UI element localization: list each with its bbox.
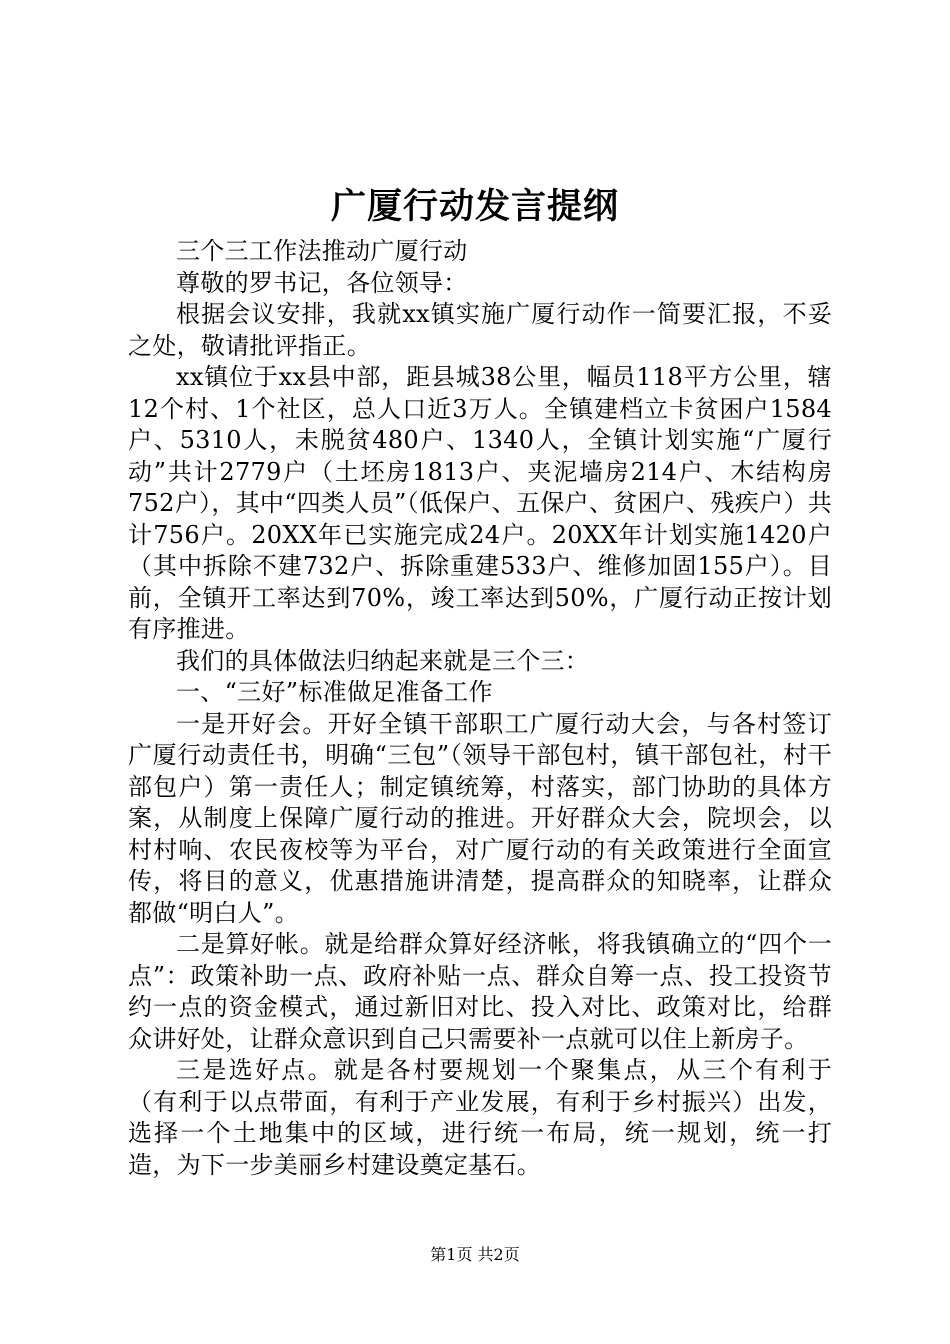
document-title: 广厦行动发言提纲: [330, 186, 619, 227]
page-number-footer: 第1页 共2页: [430, 1245, 520, 1264]
paragraph-subtitle: 三个三工作法推动广厦行动: [176, 237, 468, 265]
paragraph: 根据会议安排，我就xx镇实施广厦行动作一简要汇报，不妥之处，敬请批评指正。: [128, 300, 832, 360]
section-heading: 一、“三好”标准做足准备工作: [176, 678, 493, 706]
paragraph: 二是算好帐。就是给群众算好经济帐，将我镇确立的“四个一点”：政策补助一点、政府补贴一点、群众自筹一点、投工投资节约一点的资金模式，通过新旧对比、投入对比、政策对比，给群众讲好处，让群众意识到自己只需要补一点就可以住上新房子。: [128, 930, 832, 1053]
paragraph: xx镇位于xx县中部，距县城38公里，幅员118平方公里，辖12个村、1个社区，总人口近3万人。全镇建档立卡贫困户1584户、5310人，未脱贫480户、1340人，全镇计划实施“广厦行动”共计2779户（土坯房1813户、夹泥墙房214户、木结构房752户），其中“四类人员”（低保户、五保户、贫困户、残疾户）共计756户。20XX年已实施完成24户。20XX年计划实施1420户（其中拆除不建732户、拆除重建533户、维修加固155户）。目前，全镇开工率达到70%，竣工率达到50%，广厦行动正按计划有序推进。: [128, 363, 832, 643]
paragraph: 三是选好点。就是各村要规划一个聚集点，从三个有利于（有利于以点带面，有利于产业发展，有利于乡村振兴）出发，选择一个土地集中的区域，进行统一布局，统一规划，统一打造，为下一步美丽乡村建设奠定基石。: [128, 1056, 832, 1179]
paragraph: 一是开好会。开好全镇干部职工广厦行动大会，与各村签订广厦行动责任书，明确“三包”（领导干部包村，镇干部包社，村干部包户）第一责任人；制定镇统筹，村落实，部门协助的具体方案，从制度上保障广厦行动的推进。开好群众大会，院坝会，以村村响、农民夜校等为平台，对广厦行动的有关政策进行全面宣传，将目的意义，优惠措施讲清楚，提高群众的知晓率，让群众都做“明白人”。: [128, 709, 832, 927]
paragraph-salutation: 尊敬的罗书记，各位领导：: [176, 268, 468, 297]
document-body: [128, 236, 832, 1181]
paragraph: 我们的具体做法归纳起来就是三个三：: [176, 646, 590, 675]
